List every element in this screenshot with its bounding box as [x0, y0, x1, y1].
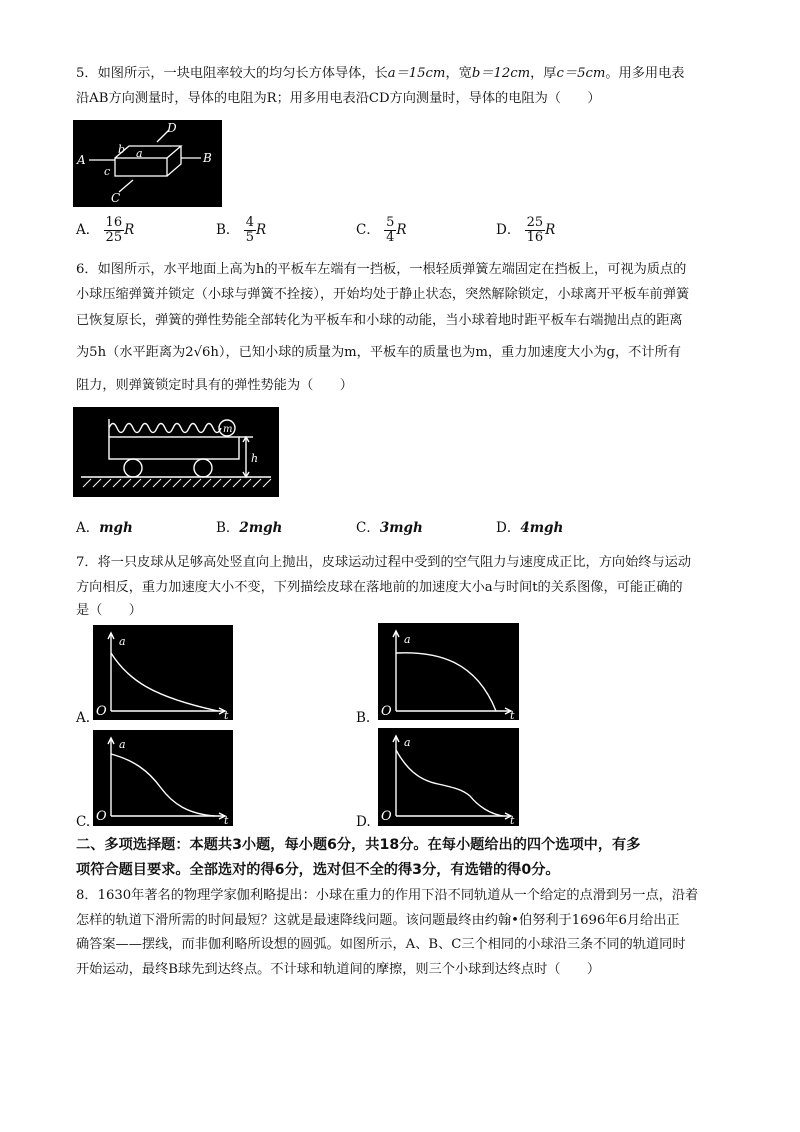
q7-graph-b-x-label: t: [510, 709, 515, 720]
q5-label-B: B: [203, 151, 212, 165]
q7-graph-c-x-label: t: [224, 814, 229, 826]
q5-conductor-svg: [73, 120, 222, 207]
q7-graph-c-curve: [111, 754, 215, 816]
q5-option-d-num: 25: [526, 215, 544, 230]
q7-line-1: 7．将一只皮球从足够高处竖直向上抛出，皮球运动过程中受到的空气阻力与速度成正比，方向始终与运动: [76, 555, 692, 570]
q7-graph-b[interactable]: [378, 623, 519, 720]
q5-label-A: A: [77, 153, 86, 167]
q5-option-a-var: R: [124, 222, 135, 238]
q5-conductor-figure: [73, 120, 222, 207]
q7-graph-a-y-label: a: [119, 635, 126, 648]
q7-graph-c-origin: O: [96, 809, 107, 824]
q5-option-d[interactable]: [496, 216, 555, 245]
q6-line-4: 为5h（水平距离为2√6h），已知小球的质量为m，平板车的质量也为m，重力加速度大小为g，不计所有: [76, 345, 681, 360]
q6-cart-svg: [73, 407, 279, 497]
q7-graph-d-x-label: t: [510, 814, 515, 826]
q6-option-c-letter: C．: [356, 520, 380, 536]
q5-text-pre: 5．如图所示，一块电阻率较大的均匀长方体导体，长: [76, 66, 388, 81]
q6-option-b-letter: B．: [216, 520, 240, 536]
q6-option-d-letter: D．: [496, 520, 521, 536]
q5-label-b: b: [118, 143, 126, 156]
q8-line-3: 确答案——摆线，而非伽利略所设想的圆弧。如图所示，A、B、C三个相同的小球沿三条不同的轨道同时: [76, 937, 686, 952]
q8-line-4: 开始运动，最终B球先到达终点。不计球和轨道间的摩擦，则三个小球到达终点时（ ）: [76, 962, 600, 977]
q7-option-a-letter[interactable]: A.: [76, 710, 91, 726]
q5-option-b-num: 4: [245, 215, 254, 230]
q7-line-3: 是（ ）: [76, 603, 142, 618]
q6-option-a[interactable]: [76, 516, 133, 536]
q5-b-value: b＝12cm: [471, 66, 531, 81]
q7-graph-c[interactable]: [93, 730, 233, 826]
q6-line-2: 小球压缩弹簧并锁定（小球与弹簧不拴接），开始均处于静止状态，突然解除锁定，小球离开平板车前弹簧: [76, 287, 690, 302]
q5-option-b-fraction: [244, 216, 256, 245]
q7-graph-d[interactable]: [378, 728, 519, 826]
q5-option-c-letter: C．: [356, 222, 380, 238]
q5-c-value: c＝5cm: [556, 66, 606, 81]
q7-option-d-letter[interactable]: D.: [356, 814, 371, 830]
q7-graph-b-origin: O: [381, 704, 392, 719]
q7-graph-d-svg: [378, 728, 519, 826]
q7-line-2: 方向相反，重力加速度大小不变，下列描绘皮球在落地前的加速度大小a与时间t的关系图像，可能正确的: [76, 580, 683, 595]
q5-text-mid2: ，厚: [530, 66, 557, 81]
q5-text-mid1: ，宽: [445, 66, 472, 81]
q5-line-1: [76, 64, 684, 84]
q6-height-label: h: [251, 452, 259, 465]
q5-option-c-var: R: [396, 222, 407, 238]
q5-option-d-fraction: [525, 216, 546, 245]
q5-option-d-den: 16: [526, 230, 544, 245]
q5-option-c[interactable]: [356, 216, 407, 245]
q5-option-a-fraction: [104, 216, 125, 245]
q7-graph-a-curve: [111, 653, 218, 711]
q7-option-b-letter[interactable]: B.: [356, 710, 371, 726]
q7-graph-c-svg: [93, 730, 233, 826]
q5-option-b-den: 5: [245, 230, 254, 245]
q6-option-a-text: mgh: [99, 520, 133, 536]
q6-line-1: 6．如图所示，水平地面上高为h的平板车左端有一挡板，一根轻质弹簧左端固定在挡板上，可视为质点的: [76, 262, 687, 277]
q6-option-d[interactable]: [496, 516, 563, 536]
q6-option-c[interactable]: [356, 516, 423, 536]
q8-line-1: 8．1630年著名的物理学家伽利略提出：小球在重力的作用下沿不同轨道从一个给定的点滑到另一点，沿着: [76, 888, 699, 903]
q7-graph-a-origin: O: [96, 704, 107, 719]
q5-option-a-den: 25: [105, 230, 123, 245]
q5-option-a[interactable]: [76, 216, 134, 245]
q6-option-b-text: 2mgh: [239, 520, 283, 536]
section2-heading-line-1: 二、多项选择题：本题共3小题，每小题6分，共18分。在每小题给出的四个选项中，有多: [76, 837, 641, 853]
q5-option-d-letter: D．: [496, 222, 521, 238]
q7-graph-b-y-label: a: [404, 633, 411, 646]
q5-option-a-num: 16: [105, 215, 123, 230]
q6-cart-figure: [73, 407, 279, 497]
q8-line-2: 怎样的轨道下滑所需的时间最短？这就是最速降线问题。该问题最终由约翰•伯努利于1696年6月给出正: [76, 913, 680, 928]
q7-graph-a-svg: [93, 625, 233, 720]
q5-option-c-den: 4: [386, 230, 395, 245]
q7-graph-d-y-label: a: [404, 736, 411, 749]
q5-label-a: a: [136, 147, 143, 160]
q7-graph-c-y-label: a: [119, 738, 126, 751]
q6-option-d-text: 4mgh: [520, 520, 564, 536]
q6-option-a-letter: A．: [76, 520, 100, 536]
q5-option-b-letter: B．: [216, 222, 240, 238]
q5-option-c-fraction: [384, 216, 396, 245]
q5-option-b[interactable]: [216, 216, 266, 245]
q5-line-2: 沿AB方向测量时，导体的电阻为R；用多用电表沿CD方向测量时，导体的电阻为（ ）: [76, 91, 601, 106]
q7-graph-d-curve: [396, 750, 503, 816]
q7-option-c-letter[interactable]: C.: [76, 814, 91, 830]
q6-line-5: 阻力，则弹簧锁定时具有的弹性势能为（ ）: [76, 378, 353, 393]
q5-option-d-var: R: [545, 222, 556, 238]
q7-graph-a[interactable]: [93, 625, 233, 720]
q7-graph-b-svg: [378, 623, 519, 720]
q5-a-value: a＝15cm: [387, 66, 446, 81]
q6-ball-label: m: [223, 424, 233, 435]
q7-graph-d-origin: O: [381, 809, 392, 824]
q6-option-b[interactable]: [216, 516, 282, 536]
q5-label-D: D: [167, 121, 177, 135]
q6-option-c-text: 3mgh: [379, 520, 423, 536]
q5-text-post: 。用多用电表: [605, 66, 685, 81]
q5-option-c-num: 5: [386, 215, 395, 230]
q5-option-a-letter: A．: [76, 222, 100, 238]
q7-graph-a-x-label: t: [224, 709, 229, 720]
q5-label-C: C: [111, 191, 121, 205]
q7-graph-b-curve: [396, 653, 496, 711]
q6-line-3: 已恢复原长，弹簧的弹性势能全部转化为平板车和小球的动能，当小球着地时距平板车右端抛出点的距离: [76, 313, 683, 328]
q5-option-b-var: R: [256, 222, 267, 238]
q5-label-c: c: [104, 165, 111, 178]
section2-heading-line-2: 项符合题目要求。全部选对的得6分，选对但不全的得3分，有选错的得0分。: [76, 862, 560, 878]
